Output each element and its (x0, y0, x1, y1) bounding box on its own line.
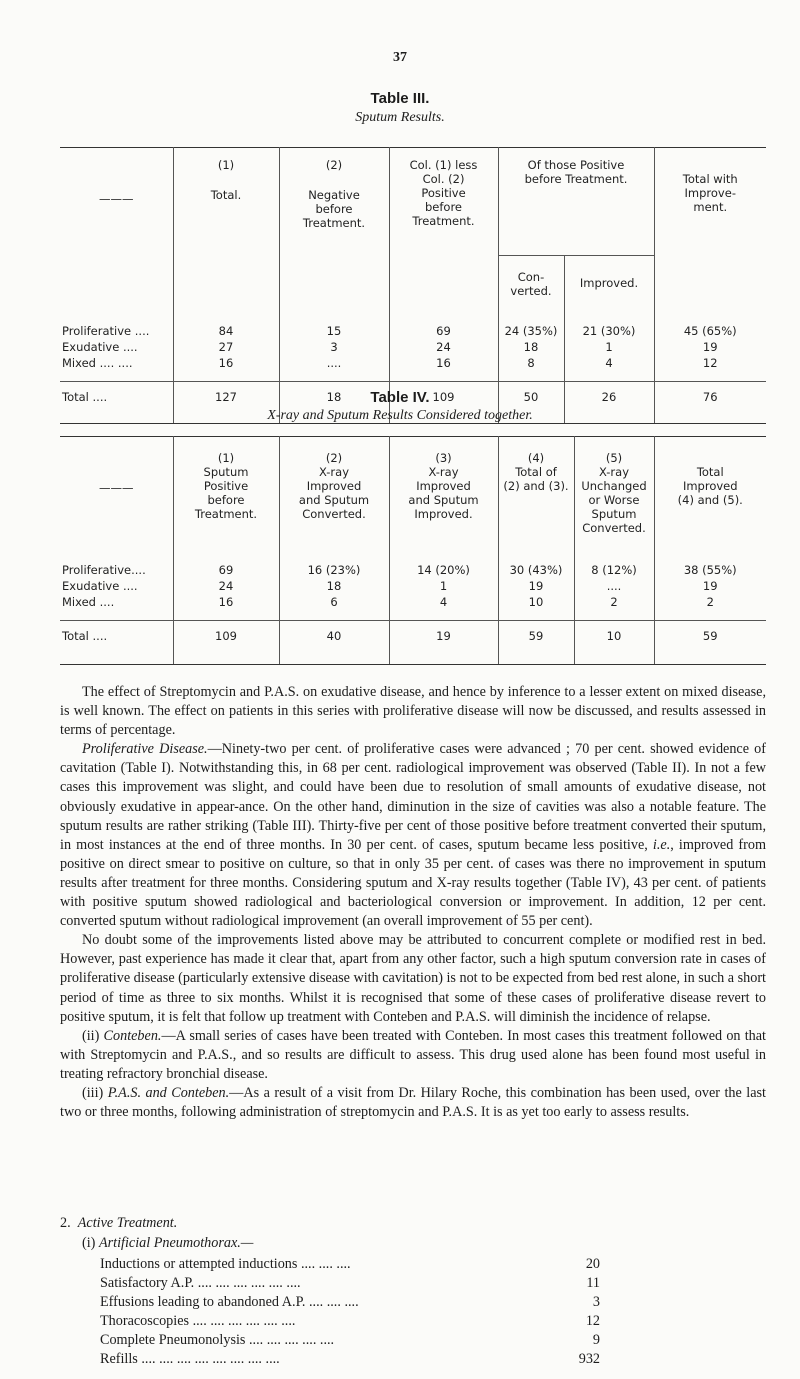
table3-header-group: Of those Positive before Treatment. (498, 148, 654, 256)
paragraph-conteben: (ii) Conteben.—A small series of cases have been treated with Conteben. In most cases this treatment followed on that with Streptomycin and P.A.S., and so results are difficult to assess. This drug used alone has been found most useful in treating refractory bronchial disease. (60, 1027, 766, 1082)
table3-header-c3: Col. (1) less Col. (2) Positive before Treatment. (389, 148, 498, 312)
table3-header-improved: Improved. (564, 256, 654, 312)
table4-header-c5: (5) X-ray Unchanged or Worse Sputum Converted. (574, 437, 654, 551)
paragraph-bed-rest: No doubt some of the improvements listed above may be attributed to concurrent complete or modified rest in bed. However, past experience has made it clear that, apart from any other factor, such a high sputum conversion rate in cases of proliferative disease (particularly extensive disease with cavitation) is not to be expected from bed rest alone, in such a short period of time as three to six months. Whilst it is recognised that some of these cases of proliferative disease revert to positive sputum, it is felt that follow up treatment with Conteben and P.A.S. will diminish the incidence of relapse. (60, 932, 766, 1025)
table-row: Mixed .... 16 6 4 10 2 2 (62, 594, 714, 609)
list-item: Thoracoscopies .... .... .... .... .... .... 12 (100, 1313, 600, 1329)
section-heading: 2. Active Treatment. (60, 1215, 178, 1231)
table-row: Total .... 109 40 19 59 10 59 (60, 621, 766, 665)
table-row: Proliferative.... 69 16 (23%) 14 (20%) 30 (43%) 8 (12%) 38 (55%) (62, 562, 737, 577)
table4-header-c3: (3) X-ray Improved and Sputum Improved. (389, 437, 498, 551)
table4-header-c6: Total Improved (4) and (5). (654, 437, 766, 551)
paragraph-proliferative: Proliferative Disease.—Ninety-two per cent. of proliferative cases were advanced ; 70 per cent. showed evidence of cavitation (Table I). Notwithstanding this, in 68 per cent. radiological improvement was observed (Table II). In not a few cases this improvement was slight, and could have been due to resolution of small amounts of exudative disease, not obviously exudative in appear-ance. On the other hand, diminution in the size of cavities was also a notable feature. The sputum results are rather striking (Table III). Thirty-five per cent of those positive before treatment converted their sputum, in most instances at the end of three months. In 30 per cent. of cases, sputum became less positive, i.e., improved from positive on direct smear to positive on culture, so that in only 35 per cent. of cases was there no improvement in sputum results after treatment for three months. Considering sputum and X-ray results together (Table IV), 43 per cent. of patients with positive sputum showed radiological and bacteriological conversion or improvement. In addition, 12 per cent. converted sputum without radiological improvement (an overall improvement of 55 per cent). (60, 741, 767, 930)
list-item: Complete Pneumonolysis .... .... .... .... .... 9 (100, 1332, 600, 1348)
table3-header-c6: Total with Improve- ment. (654, 148, 766, 312)
list-item: Inductions or attempted inductions .... .... .... 20 (100, 1256, 600, 1272)
table-row: Total .... 127 18 109 50 26 76 (60, 382, 766, 424)
table4-subtitle: X-ray and Sputum Results Considered together. (267, 408, 533, 423)
table-row: Proliferative .... 84 15 69 24 (35%) 21 (30%) 45 (65%) (62, 323, 737, 338)
table4-header-c2: (2) X-ray Improved and Sputum Converted. (279, 437, 389, 551)
page-number: 37 (393, 50, 407, 65)
treatment-list (100, 1255, 600, 1369)
table3 (60, 147, 766, 424)
table4-header-blank: ——— (60, 437, 173, 551)
table3-header-c2: (2) Negative before Treatment. (279, 148, 389, 312)
table3-subtitle: Sputum Results. (355, 110, 445, 125)
list-item: Effusions leading to abandoned A.P. .... .... .... 3 (100, 1294, 600, 1310)
table3-header-c1: (1) Total. (173, 148, 279, 312)
list-item: Satisfactory A.P. .... .... .... .... .... .... 11 (100, 1275, 600, 1291)
body-text (60, 683, 766, 1122)
table4-caption: Table IV. (370, 389, 430, 406)
list-item: Refills .... .... .... .... .... .... .... .... 932 (100, 1351, 600, 1367)
subsection-heading: (i) Artificial Pneumothorax.— (82, 1235, 254, 1251)
table-row: Exudative .... 27 3 24 18 1 19 (62, 339, 718, 354)
table-row: Mixed .... .... 16 .... 16 8 4 12 (62, 355, 718, 370)
paragraph-intro: The effect of Streptomycin and P.A.S. on exudative disease, and hence by inference to a lesser extent on mixed disease, is well known. The effect on patients in this series with proliferative disease will now be discussed, and results assessed in terms of percentage. (60, 684, 766, 739)
table4 (60, 436, 766, 665)
paragraph-pas-conteben: (iii) P.A.S. and Conteben.—As a result of a visit from Dr. Hilary Roche, this combination has been used, over the last two or three months, following administration of streptomycin and P.A.S. It is as yet too early to assess results. (60, 1084, 766, 1121)
table3-header-blank: ——— (60, 148, 173, 312)
table3-caption: Table III. (370, 90, 430, 107)
table3-header-converted: Con- verted. (498, 256, 564, 312)
table4-header-c4: (4) Total of (2) and (3). (498, 437, 574, 551)
table4-header-c1: (1) Sputum Positive before Treatment. (173, 437, 279, 551)
table-row: Exudative .... 24 18 1 19 .... 19 (62, 578, 718, 593)
